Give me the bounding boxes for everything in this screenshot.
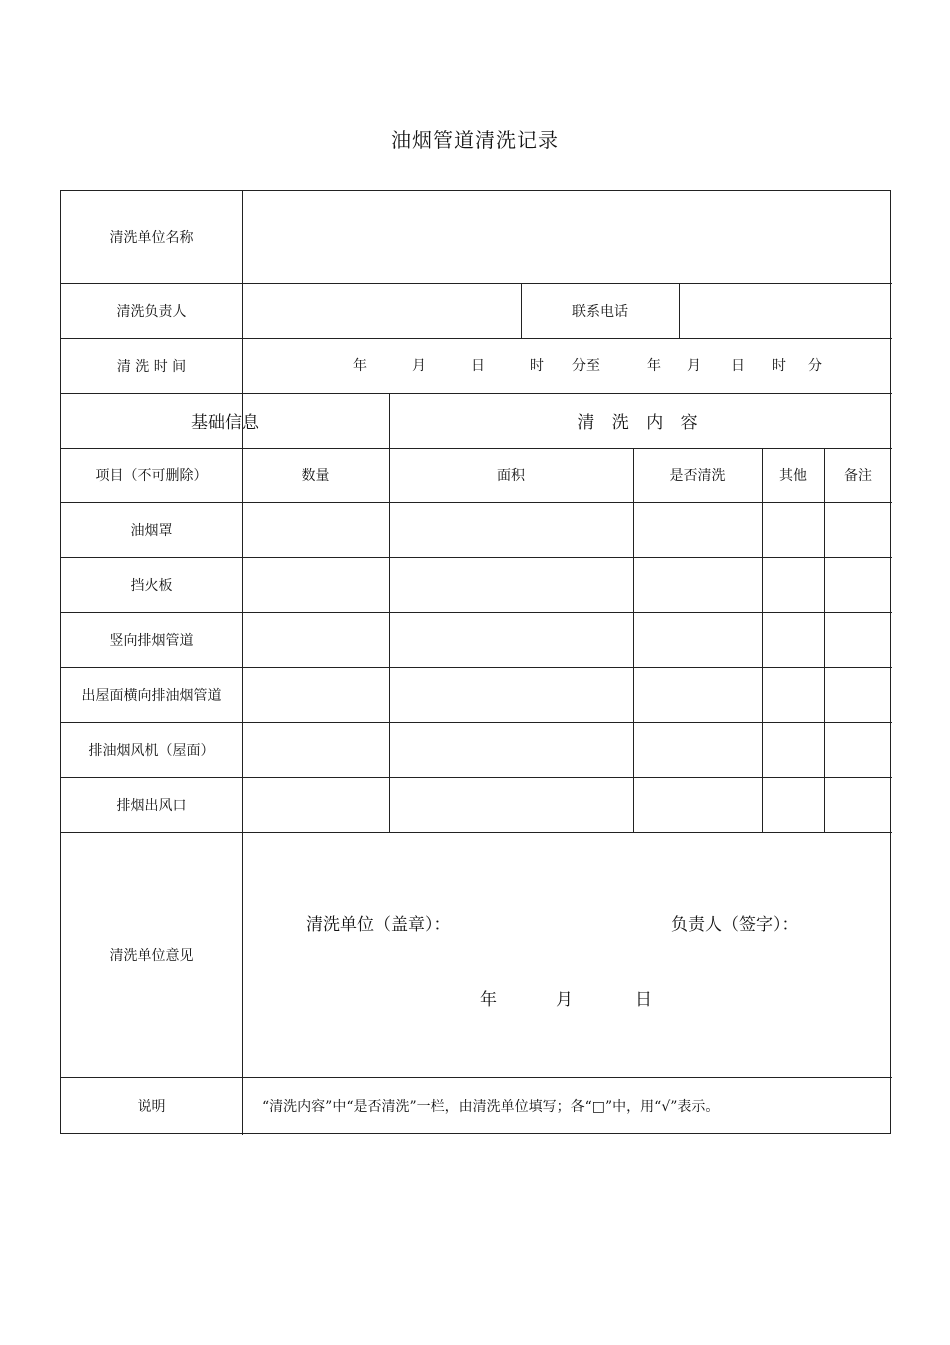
- cleaned-cell[interactable]: [633, 722, 762, 777]
- signature-label: 负责人（签字）：: [671, 915, 799, 935]
- note-cell[interactable]: [824, 777, 892, 832]
- row-item-label: 油烟罩: [130, 522, 173, 539]
- col-header-cleaned: 是否清洗: [669, 468, 726, 484]
- cleaned-cell[interactable]: [633, 667, 762, 722]
- cleaned-cell[interactable]: [633, 502, 762, 557]
- area-cell[interactable]: [389, 777, 633, 832]
- other-cell[interactable]: [762, 667, 824, 722]
- area-cell[interactable]: [389, 722, 633, 777]
- row-item-label: 竖向排烟管道: [109, 632, 194, 649]
- time-hour-start: 时: [530, 358, 544, 374]
- col-header-item: 项目（不可删除）: [95, 468, 208, 484]
- note-cell[interactable]: [824, 502, 892, 557]
- quantity-cell[interactable]: [242, 502, 389, 557]
- other-cell[interactable]: [762, 722, 824, 777]
- section-basic-info: 基础信息: [191, 413, 259, 433]
- opinion-field[interactable]: [242, 832, 892, 1077]
- unit-name-field[interactable]: [242, 191, 892, 283]
- leader-field[interactable]: [242, 283, 521, 338]
- col-header-quantity: 数量: [301, 468, 330, 484]
- date-month: 月: [556, 990, 573, 1010]
- time-year-end: 年: [647, 358, 661, 374]
- quantity-cell[interactable]: [242, 777, 389, 832]
- note-cell[interactable]: [824, 667, 892, 722]
- col-header-other: 其他: [779, 468, 807, 484]
- row-item-label: 出屋面横向排油烟管道: [81, 687, 222, 704]
- area-cell[interactable]: [389, 667, 633, 722]
- date-day: 日: [635, 990, 652, 1010]
- area-cell[interactable]: [389, 612, 633, 667]
- quantity-cell[interactable]: [242, 722, 389, 777]
- time-day-start: 日: [471, 358, 485, 374]
- note-text: “清洗内容”中“是否清洗”一栏，由清洗单位填写；各“□”中，用“√”表示。: [262, 1098, 720, 1115]
- time-field[interactable]: [242, 338, 892, 393]
- quantity-cell[interactable]: [242, 612, 389, 667]
- other-cell[interactable]: [762, 612, 824, 667]
- time-month-end: 月: [687, 358, 701, 374]
- time-hour-end: 时: [772, 358, 786, 374]
- unit-name-label: 清洗单位名称: [109, 230, 194, 246]
- note-cell[interactable]: [824, 557, 892, 612]
- page-title: 油烟管道清洗记录: [391, 128, 559, 152]
- other-cell[interactable]: [762, 777, 824, 832]
- note-cell[interactable]: [824, 722, 892, 777]
- cleaned-cell[interactable]: [633, 557, 762, 612]
- leader-label: 清洗负责人: [116, 303, 187, 320]
- cleaned-cell[interactable]: [633, 612, 762, 667]
- area-cell[interactable]: [389, 502, 633, 557]
- time-minute-end: 分: [808, 358, 822, 374]
- time-day-end: 日: [731, 358, 745, 374]
- phone-label: 联系电话: [572, 303, 628, 320]
- section-cleaning-content: 清 洗 内 容: [577, 413, 704, 433]
- row-item-label: 挡火板: [130, 577, 173, 594]
- row-item-label: 排烟出风口: [116, 797, 187, 814]
- time-month-start: 月: [412, 358, 426, 374]
- phone-field[interactable]: [679, 283, 892, 338]
- col-header-area: 面积: [497, 468, 525, 484]
- note-cell[interactable]: [824, 612, 892, 667]
- quantity-cell[interactable]: [242, 557, 389, 612]
- quantity-cell[interactable]: [242, 667, 389, 722]
- date-year: 年: [480, 990, 497, 1010]
- time-label: 清 洗 时 间: [116, 358, 187, 375]
- opinion-label: 清洗单位意见: [109, 947, 194, 964]
- note-label: 说明: [137, 1098, 166, 1115]
- stamp-label: 清洗单位（盖章）：: [306, 915, 451, 935]
- row-item-label: 排油烟风机（屋面）: [88, 742, 215, 759]
- other-cell[interactable]: [762, 557, 824, 612]
- cleaned-cell[interactable]: [633, 777, 762, 832]
- time-minute-start: 分至: [572, 358, 600, 374]
- area-cell[interactable]: [389, 557, 633, 612]
- col-header-note: 备注: [844, 468, 872, 484]
- other-cell[interactable]: [762, 502, 824, 557]
- time-year-start: 年: [353, 358, 367, 374]
- cleaning-record-form: [60, 190, 891, 1134]
